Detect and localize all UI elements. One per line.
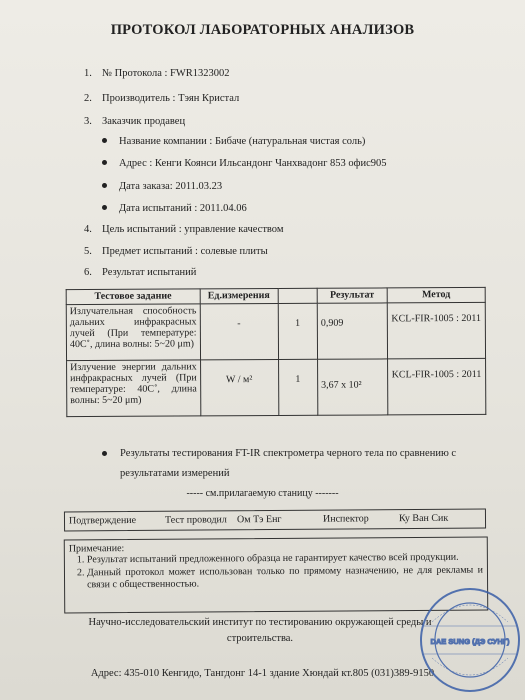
cell-result: 3,67 x 10² (318, 359, 388, 415)
list-item: 2. Данный протокол может использован только по прямому назначению, не для рекламы и связи с общественностью. (87, 565, 483, 592)
inspector-label: Инспектор (322, 513, 369, 525)
list-item: 1. Результат испытаний предложенного образца не гарантирует качество всей продукции. (87, 552, 483, 567)
subject-item: 5. Предмет испытаний : солевые плиты (84, 246, 268, 257)
tester-name: Ом Тэ Енг (236, 513, 282, 526)
company-name-item: Название компании : Бибаче (натуральная чистая соль) (102, 136, 365, 147)
confirmation-label: Подтверждение (68, 514, 137, 527)
manufacturer-item: 2. Производитель : Тэян Кристал (84, 93, 240, 104)
signature-box (64, 509, 486, 532)
results-heading-item: 6. Результат испытаний (84, 267, 197, 278)
stamp-center-text: DAE SUNG (ДЭ СУНГ) (430, 637, 510, 646)
bullet-icon (102, 451, 107, 456)
header-method: Метод (387, 287, 485, 303)
institute-name: Научно-исследовательский институт по тестированию окружающей среды и строительства. (88, 617, 432, 644)
order-date-item: Дата заказа: 2011.03.23 (102, 181, 222, 192)
header-task: Тестовое задание (66, 289, 200, 305)
bullet-icon (102, 205, 107, 210)
ftir-note: Результаты тестирования FT-IR спектрометра черного тела по сравнению с результатами измерений (120, 444, 480, 484)
cell-unit: W / м² (200, 359, 278, 415)
tester-label: Тест проводил (164, 514, 227, 526)
company-stamp-icon (418, 586, 522, 694)
cell-result: 0,909 (317, 303, 387, 359)
notes-title: Примечание: (68, 543, 125, 555)
protocol-number-item: 1. № Протокола : FWR1323002 (84, 68, 230, 79)
cell-count: 1 (278, 303, 318, 359)
purpose-item: 4. Цель испытаний : управление качеством (84, 224, 284, 235)
footer-address: Адрес: 435-010 Кенгидо, Тангдонг 14-1 здание Хюндай кт.805 (031)389-9150 (90, 668, 435, 679)
bullet-icon (102, 138, 107, 143)
cell-count: 1 (278, 359, 318, 415)
cell-method: KCL-FIR-1005 : 2011 (387, 302, 485, 359)
table-row (66, 302, 485, 360)
cell-task: Излучательная способность дальних инфракрасных лучей (При температуре: 40С˚, длина волны: 5~20 μm) (66, 304, 200, 361)
header-count (278, 288, 318, 303)
see-attached-note: ----- см.прилагаемую станицу ------- (186, 488, 339, 499)
bullet-icon (102, 183, 107, 188)
customer-item: 3. Заказчик продавец (84, 116, 186, 127)
bullet-icon (102, 160, 107, 165)
test-date-item: Дата испытаний : 2011.04.06 (102, 203, 247, 214)
document-title: ПРОТОКОЛ ЛАБОРАТОРНЫХ АНАЛИЗОВ (110, 22, 415, 38)
inspector-name: Ку Ван Сик (398, 512, 449, 525)
results-table (66, 287, 487, 417)
cell-unit: - (200, 303, 278, 359)
cell-task: Излучение энергии дальних инфракрасных лучей (При температуре: 40С˚, длина волны: 5~20 μm) (67, 360, 201, 417)
cell-method: KCL-FIR-1005 : 2011 (387, 358, 485, 415)
header-unit: Ед.измерения (200, 288, 278, 303)
header-result: Результат (317, 288, 387, 303)
address-item: Адрес : Кенги Коянси Ильсандонг Чанхвадонг 853 офис905 (102, 158, 387, 169)
table-row (67, 358, 486, 416)
